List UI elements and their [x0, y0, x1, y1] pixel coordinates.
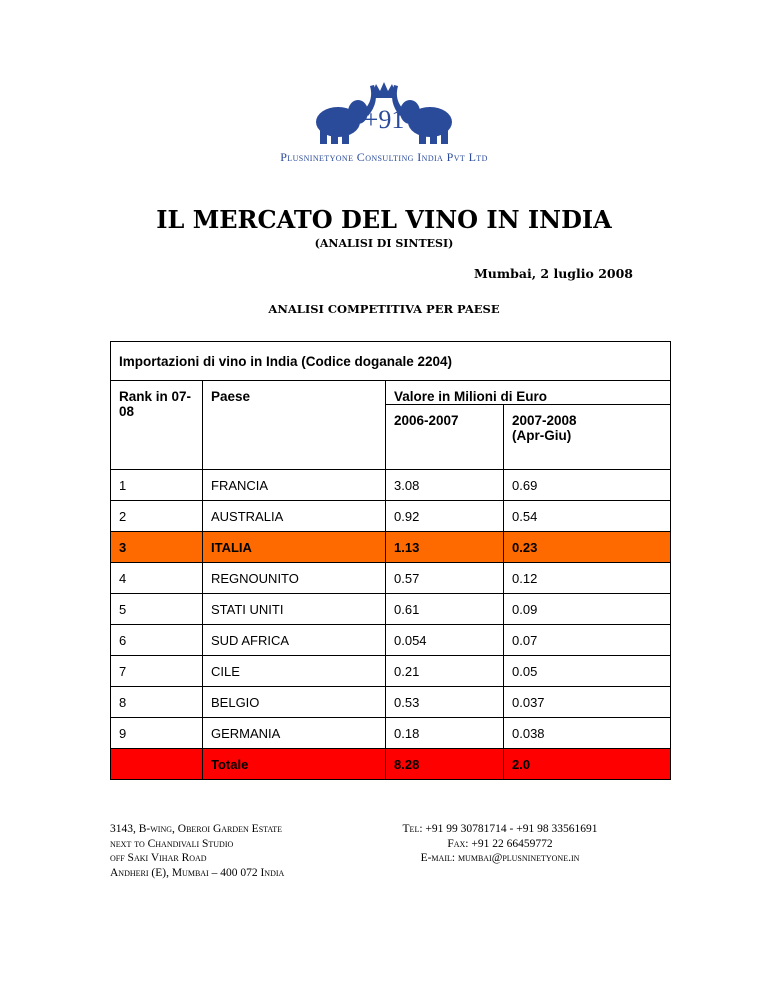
table-row-highlighted — [111, 532, 671, 563]
value-2006-cell: 0.57 — [386, 563, 504, 594]
company-logo — [308, 80, 460, 146]
table-row — [111, 501, 671, 532]
company-name: Plusninetyone Consulting India Pvt Ltd — [280, 150, 488, 164]
country-cell: GERMANIA — [203, 718, 386, 749]
total-label: Totale — [203, 749, 386, 780]
value-2007-cell: 0.09 — [504, 594, 671, 625]
section-heading: ANALISI COMPETITIVA PER PAESE — [268, 302, 500, 316]
table-row — [111, 687, 671, 718]
country-cell: CILE — [203, 656, 386, 687]
header-rank: Rank in 07-08 — [111, 381, 203, 470]
rank-cell: 5 — [111, 594, 203, 625]
rank-cell: 3 — [111, 532, 203, 563]
value-2006-cell: 0.61 — [386, 594, 504, 625]
import-table — [110, 341, 671, 780]
table-caption: Importazioni di vino in India (Codice doganale 2204) — [111, 342, 671, 381]
value-2006-cell: 0.53 — [386, 687, 504, 718]
country-cell: ITALIA — [203, 532, 386, 563]
phone-line: Tel: +91 99 30781714 - +91 98 33561691 — [402, 823, 598, 835]
rank-cell: 1 — [111, 470, 203, 501]
rank-cell: 7 — [111, 656, 203, 687]
table-row — [111, 625, 671, 656]
table-row — [111, 718, 671, 749]
date-line: Mumbai, 2 luglio 2008 — [473, 266, 633, 281]
crown-icon — [372, 82, 396, 98]
total-2006-cell: 8.28 — [386, 749, 504, 780]
rank-cell: 6 — [111, 625, 203, 656]
country-cell: BELGIO — [203, 687, 386, 718]
value-2006-cell: 0.18 — [386, 718, 504, 749]
table-row — [111, 656, 671, 687]
total-2007-cell: 2.0 — [504, 749, 671, 780]
table-row — [111, 594, 671, 625]
table-header-row — [111, 381, 671, 405]
header-country: Paese — [203, 381, 386, 470]
value-2007-cell: 0.038 — [504, 718, 671, 749]
value-2007-cell: 0.05 — [504, 656, 671, 687]
rank-cell: 2 — [111, 501, 203, 532]
address-line: next to Chandivali Studio — [110, 837, 234, 850]
fax-line: Fax: +91 22 66459772 — [447, 837, 553, 850]
rank-cell-empty — [111, 749, 203, 780]
page-title: IL MERCATO DEL VINO IN INDIA — [156, 205, 612, 234]
country-cell: STATI UNITI — [203, 594, 386, 625]
rank-cell: 8 — [111, 687, 203, 718]
value-2007-cell: 0.54 — [504, 501, 671, 532]
value-2007-cell: 0.07 — [504, 625, 671, 656]
footer-contact — [380, 822, 620, 866]
rank-cell: 4 — [111, 563, 203, 594]
address-line: off Saki Vihar Road — [110, 852, 207, 864]
footer-address — [110, 822, 284, 880]
value-2006-cell: 3.08 — [386, 470, 504, 501]
header-value: Valore in Milioni di Euro — [386, 381, 671, 405]
table-total-row — [111, 749, 671, 780]
value-2007-cell: 0.12 — [504, 563, 671, 594]
header-year-1: 2006-2007 — [386, 405, 504, 470]
rank-cell: 9 — [111, 718, 203, 749]
logo-text: +91 — [363, 105, 405, 134]
value-2007-cell: 0.23 — [504, 532, 671, 563]
value-2006-cell: 0.21 — [386, 656, 504, 687]
address-line: Andheri (E), Mumbai – 400 072 India — [110, 866, 285, 879]
value-2006-cell: 0.92 — [386, 501, 504, 532]
country-cell: AUSTRALIA — [203, 501, 386, 532]
value-2006-cell: 0.054 — [386, 625, 504, 656]
header-year-2: 2007-2008 (Apr-Giu) — [504, 405, 671, 470]
page-subtitle: (ANALISI DI SINTESI) — [314, 237, 454, 250]
table-row — [111, 470, 671, 501]
value-2007-cell: 0.037 — [504, 687, 671, 718]
email-line: E-mail: mumbai@plusninetyone.in — [420, 852, 580, 864]
address-line: 3143, B-wing, Oberoi Garden Estate — [110, 823, 283, 835]
country-cell: FRANCIA — [203, 470, 386, 501]
country-cell: REGNOUNITO — [203, 563, 386, 594]
table-row — [111, 563, 671, 594]
table-caption-row — [111, 342, 671, 381]
value-2007-cell: 0.69 — [504, 470, 671, 501]
country-cell: SUD AFRICA — [203, 625, 386, 656]
value-2006-cell: 1.13 — [386, 532, 504, 563]
